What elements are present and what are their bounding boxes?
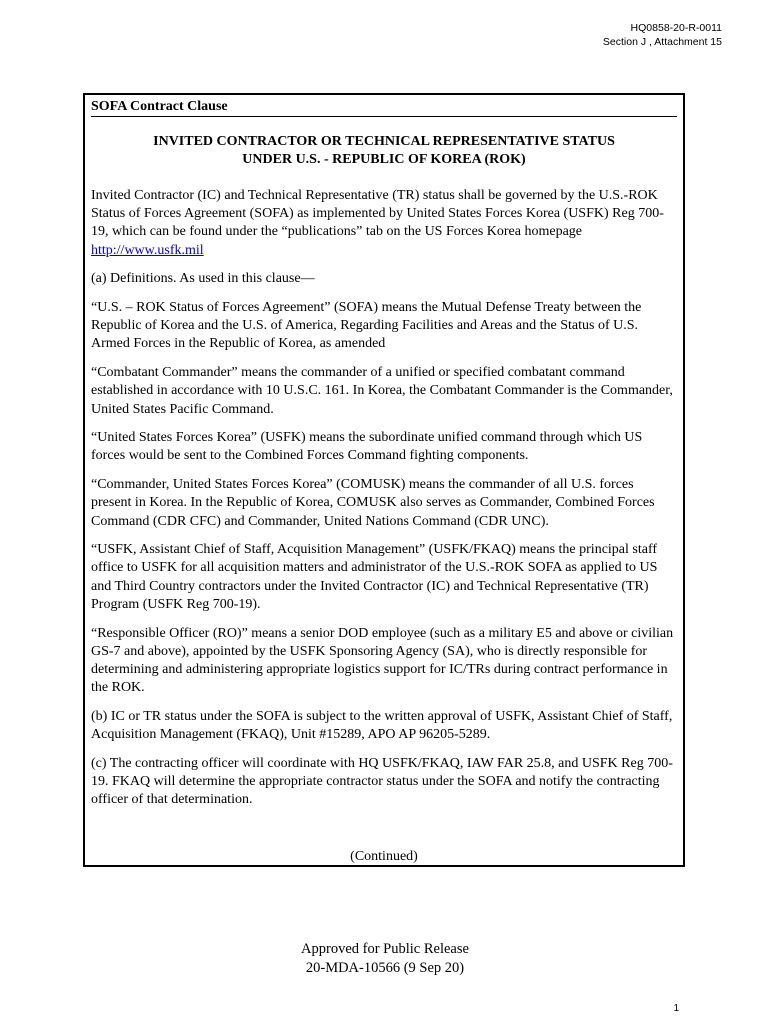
usfk-homepage-link[interactable]: http://www.usfk.mil: [91, 242, 204, 258]
section-reference: Section J , Attachment 15: [602, 36, 722, 48]
continued-label: (Continued): [350, 849, 418, 864]
definition-comusk: “Commander, United States Forces Korea” (COMUSK) means the commander of all U.S. forces present in Korea. In the Republic of Korea, COMUSK also serves as Commander, Combined Forces Command (CDR CFC) and Commander, United Nations Command (CDR UNC).: [91, 477, 655, 529]
paragraph-c: (c) The contracting officer will coordinate with HQ USFK/FKAQ, IAW FAR 25.8, and USFK Reg 700-19. FKAQ will determine the appropriate contractor status under the SOFA and notify the contracting officer of that determination.: [91, 755, 673, 808]
clause-title: [85, 133, 683, 169]
clause-title-line-1: INVITED CONTRACTOR OR TECHNICAL REPRESENTATIVE STATUS: [153, 134, 615, 149]
intro-paragraph: [91, 187, 675, 260]
paragraph-b: (b) IC or TR status under the SOFA is subject to the written approval of USFK, Assistant Chief of Staff, Acquisition Management (FKAQ), Unit #15289, APO AP 96205-5289.: [91, 708, 673, 743]
definition-combatant-commander: “Combatant Commander” means the commander of a unified or specified combatant command established in accordance with 10 U.S.C. 161. In Korea, the Combatant Commander is the Commander, United States Pacific Command.: [91, 365, 673, 417]
definition-sofa: “U.S. – ROK Status of Forces Agreement” (SOFA) means the Mutual Defense Treaty between the Republic of Korea and the U.S. of America, Regarding Facilities and Areas and the Status of U.S. Armed Forces in the Republic of Korea, as amended: [91, 300, 642, 352]
clause-label: SOFA Contract Clause: [91, 98, 677, 117]
definition-usfk: “United States Forces Korea” (USFK) means the subordinate unified command through which US forces would be sent to the Combined Forces Command fighting components.: [91, 430, 643, 464]
page-number: 1: [673, 1003, 679, 1014]
definitions-heading: (a) Definitions. As used in this clause—: [91, 271, 315, 287]
clause-body: [91, 187, 675, 820]
definition-fkaq: “USFK, Assistant Chief of Staff, Acquisition Management” (USFK/FKAQ) means the principal staff office to USFK for all acquisition matters and administrator of the U.S.-ROK SOFA as applied to US and Third Country contractors under the Invited Contractor (IC) and Technical Representative (TR) Program (USFK Reg 700-19).: [91, 542, 658, 612]
release-statement: Approved for Public Release: [301, 941, 469, 957]
clause-title-line-2: UNDER U.S. - REPUBLIC OF KOREA (ROK): [242, 152, 526, 168]
document-header: [603, 21, 722, 49]
release-footer: [0, 940, 770, 978]
definition-responsible-officer: “Responsible Officer (RO)” means a senior DOD employee (such as a military E5 and above or civilian GS-7 and above), appointed by the USFK Sponsoring Agency (SA), who is directly responsible for determining and administering appropriate logistics support for IC/TRs during contract performance in the ROK.: [91, 625, 674, 696]
clause-box: [83, 93, 685, 867]
intro-text: Invited Contractor (IC) and Technical Representative (TR) status shall be governed by the U.S.-ROK Status of Forces Agreement (SOFA) as implemented by United States Forces Korea (USFK) Reg 700-19, which can be found under the “publications” tab on the US Forces Korea homepage: [91, 188, 664, 240]
release-number: 20-MDA-10566 (9 Sep 20): [305, 960, 465, 976]
document-number: HQ0858-20-R-0011: [630, 22, 722, 34]
